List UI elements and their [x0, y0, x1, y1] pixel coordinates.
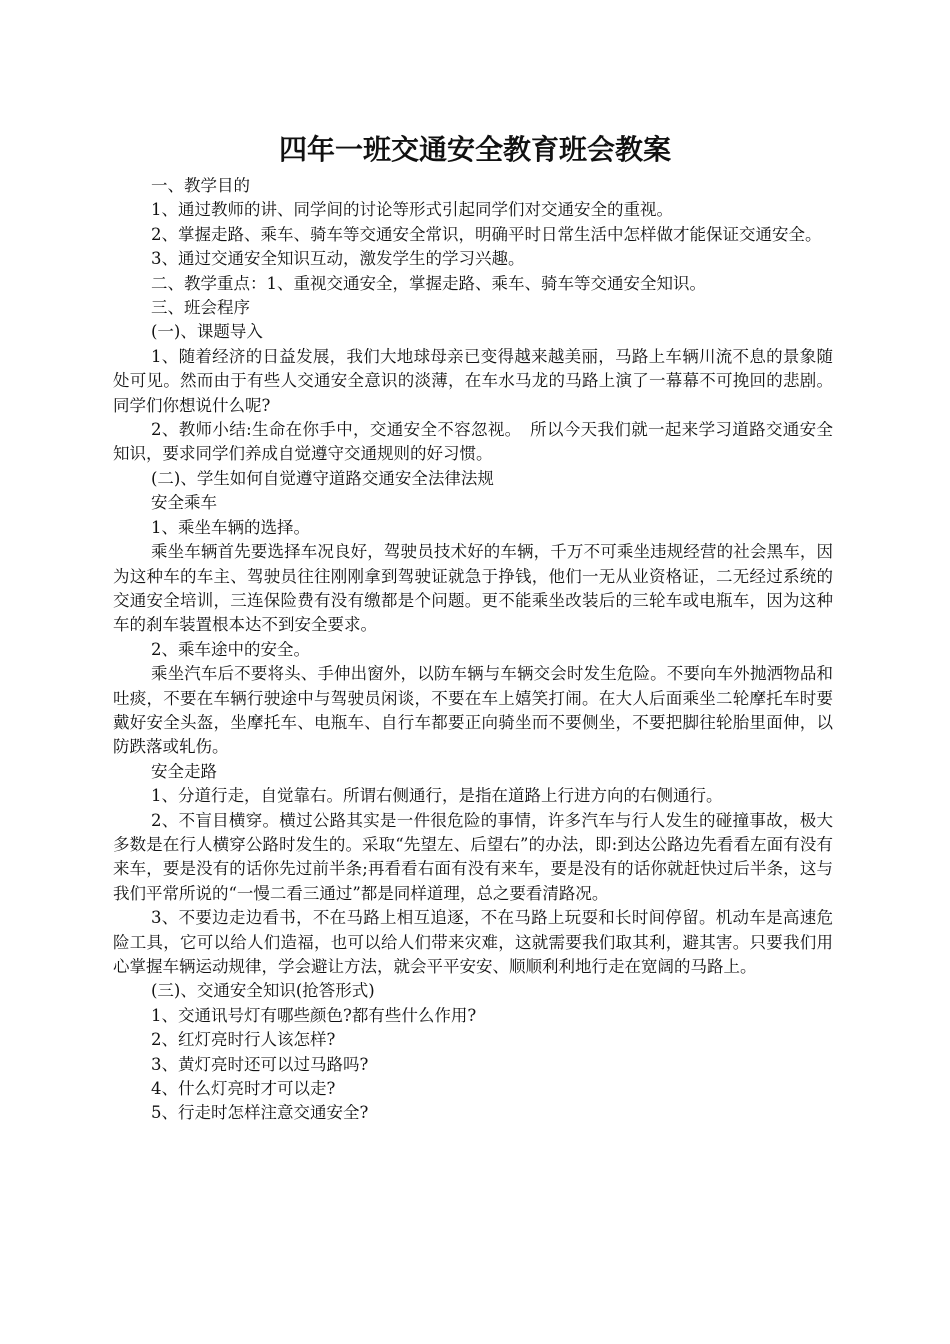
document-body	[113, 174, 833, 1126]
paragraph: 2、乘车途中的安全。	[151, 639, 310, 659]
section-heading: 三、班会程序	[151, 298, 250, 318]
paragraph: 乘坐车辆首先要选择车况良好，驾驶员技术好的车辆，千万不可乘坐违规经营的社会黑车，因为这种车的车主、驾驶员往往刚刚拿到驾驶证就急于挣钱，他们一无从业资格证，二无经过系统的交通安全培训，三连保险费有没有缴都是个问题。更不能乘坐改装后的三轮车或电瓶车，因为这种车的刹车装置根本达不到安全要求。	[113, 542, 833, 635]
paragraph: 1、通过教师的讲、同学间的讨论等形式引起同学们对交通安全的重视。	[151, 200, 673, 220]
quiz-question: 4、什么灯亮时才可以走?	[151, 1079, 336, 1099]
paragraph: 1、分道行走，自觉靠右。所谓右侧通行，是指在道路上行进方向的右侧通行。	[151, 786, 723, 806]
paragraph: 2、教师小结:生命在你手中，交通安全不容忽视。 所以今天我们就一起来学习道路交通安全知识，要求同学们养成自觉遵守交通规则的好习惯。	[113, 420, 833, 464]
section-heading: 二、教学重点：1、重视交通安全，掌握走路、乘车、骑车等交通安全知识。	[151, 273, 706, 293]
quiz-question: 5、行走时怎样注意交通安全?	[151, 1103, 369, 1123]
paragraph: 2、掌握走路、乘车、骑车等交通安全常识，明确平时日常生活中怎样做才能保证交通安全。	[151, 224, 822, 244]
subsection-heading: (一)、课题导入	[151, 322, 263, 342]
paragraph: 1、乘坐车辆的选择。	[151, 517, 310, 537]
topic-heading: 安全乘车	[151, 493, 217, 513]
paragraph: 2、不盲目横穿。横过公路其实是一件很危险的事情，许多汽车与行人发生的碰撞事故，极大多数是在行人横穿公路时发生的。采取“先望左、后望右”的办法，即:到达公路边先看看左面有没有来车，要是没有的话你先过前半条;再看看右面有没有来车，要是没有的话你就赶快过后半条，这与我们平常所说的“一慢二看三通过”都是同样道理，总之要看清路况。	[113, 810, 833, 903]
document-title: 四年一班交通安全教育班会教案	[278, 133, 671, 166]
quiz-question: 1、交通讯号灯有哪些颜色?都有些什么作用?	[151, 1005, 477, 1025]
paragraph: 3、不要边走边看书，不在马路上相互追逐，不在马路上玩耍和长时间停留。机动车是高速危险工具，它可以给人们造福，也可以给人们带来灾难，这就需要我们取其利，避其害。只要我们用心掌握车辆运动规律，学会避让方法，就会平平安安、顺顺利利地行走在宽阔的马路上。	[113, 908, 833, 976]
subsection-heading: (二)、学生如何自觉遵守道路交通安全法律法规	[151, 468, 494, 488]
subsection-heading: (三)、交通安全知识(抢答形式)	[151, 981, 375, 1001]
quiz-question: 3、黄灯亮时还可以过马路吗?	[151, 1054, 369, 1074]
topic-heading: 安全走路	[151, 761, 217, 781]
paragraph: 乘坐汽车后不要将头、手伸出窗外，以防车辆与车辆交会时发生危险。不要向车外抛洒物品和吐痰，不要在车辆行驶途中与驾驶员闲谈，不要在车上嬉笑打闹。在大人后面乘坐二轮摩托车时要戴好安全头盔，坐摩托车、电瓶车、自行车都要正向骑坐而不要侧坐，不要把脚往轮胎里面伸，以防跌落或轧伤。	[113, 664, 833, 757]
paragraph: 3、通过交通安全知识互动，激发学生的学习兴趣。	[151, 249, 525, 269]
paragraph: 1、随着经济的日益发展，我们大地球母亲已变得越来越美丽，马路上车辆川流不息的景象随处可见。然而由于有些人交通安全意识的淡薄，在车水马龙的马路上演了一幕幕不可挽回的悲剧。同学们你想说什么呢?	[113, 346, 833, 415]
section-heading: 一、教学目的	[151, 176, 250, 195]
quiz-question: 2、红灯亮时行人该怎样?	[151, 1030, 336, 1050]
